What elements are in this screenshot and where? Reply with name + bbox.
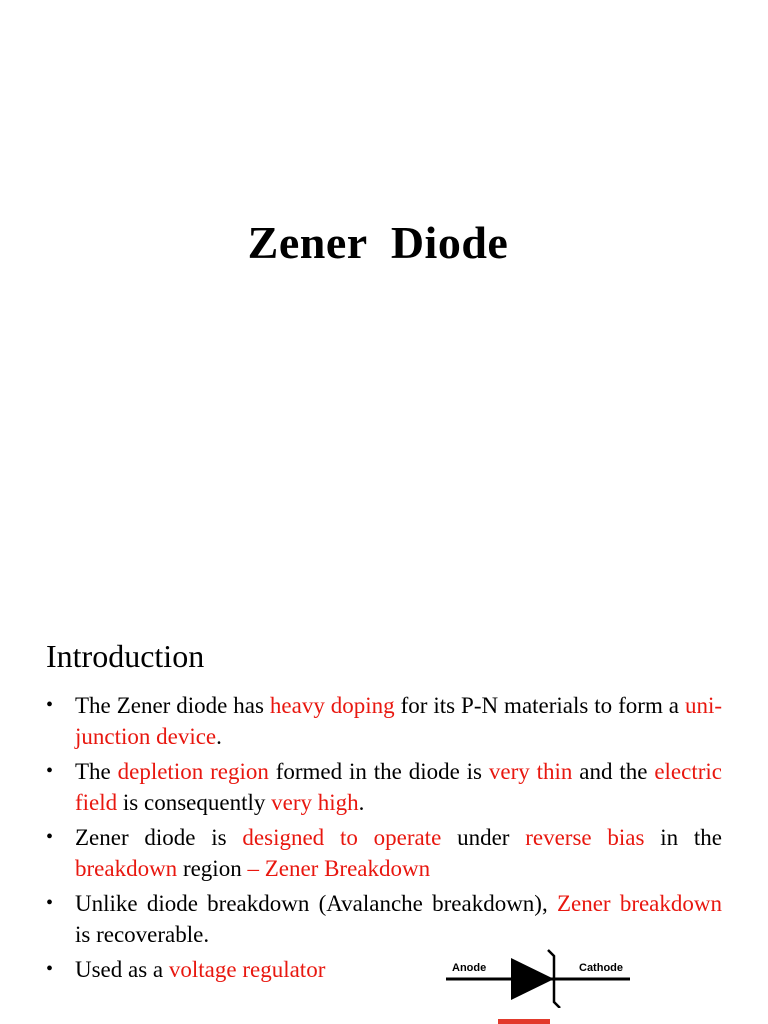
bullet-item: [46, 888, 722, 950]
bullet-part-highlight: uni-junction device: [75, 693, 722, 749]
bullet-part: in the: [644, 825, 722, 850]
zener-diode-symbol-icon: [444, 948, 634, 1008]
bullet-dot-icon: •: [46, 826, 54, 848]
bullet-part-highlight: depletion region: [117, 759, 269, 784]
bullet-part-highlight: reverse bias: [525, 825, 645, 850]
bullet-dot-icon: •: [46, 694, 54, 716]
bullet-part-highlight: breakdown: [75, 856, 178, 881]
cathode-label: Cathode: [579, 962, 623, 974]
bullet-part: .: [216, 724, 222, 749]
bullet-part-highlight: – Zener Breakdown: [247, 856, 431, 881]
bullet-part: Used as a: [75, 957, 169, 982]
bullet-dot-icon: •: [46, 892, 54, 914]
zener-symbol-diagram: [444, 948, 634, 1008]
bullet-part: The: [75, 759, 118, 784]
bullet-item: [46, 756, 722, 818]
bullet-part-highlight: Zener breakdown: [556, 891, 723, 916]
anode-label: Anode: [452, 962, 487, 974]
bullet-part: .: [358, 790, 365, 815]
bullet-dot-icon: •: [46, 958, 54, 980]
bullet-part-highlight: voltage regulator: [168, 957, 326, 982]
bullet-part: region: [177, 856, 248, 881]
bullet-part: The Zener diode has: [75, 693, 270, 718]
bullet-part: under: [441, 825, 526, 850]
bullet-part-highlight: designed to operate: [242, 825, 442, 850]
bullet-part: and the: [572, 759, 655, 784]
bullet-part: formed in the diode is: [268, 759, 489, 784]
bullet-part-highlight: very high: [271, 790, 359, 815]
bullet-part: is recoverable.: [75, 922, 210, 947]
bullet-item: [46, 822, 722, 884]
section-heading: Introduction: [46, 638, 205, 674]
bullet-list: [46, 690, 722, 989]
bullet-part: Zener diode is: [75, 825, 243, 850]
bullet-dot-icon: •: [46, 760, 54, 782]
bullet-part-highlight: heavy doping: [269, 693, 395, 718]
bullet-part: for its P-N materials to form a: [394, 693, 685, 718]
footer-accent-bar: [498, 1019, 550, 1024]
slide-title: Zener Diode: [247, 217, 509, 268]
bullet-part: Unlike diode breakdown (Avalanche breakdown),: [75, 891, 557, 916]
bullet-part-highlight: very thin: [488, 759, 573, 784]
bullet-part-highlight: electric field: [75, 759, 722, 815]
bullet-part: is consequently: [117, 790, 272, 815]
bullet-item: [46, 690, 722, 752]
